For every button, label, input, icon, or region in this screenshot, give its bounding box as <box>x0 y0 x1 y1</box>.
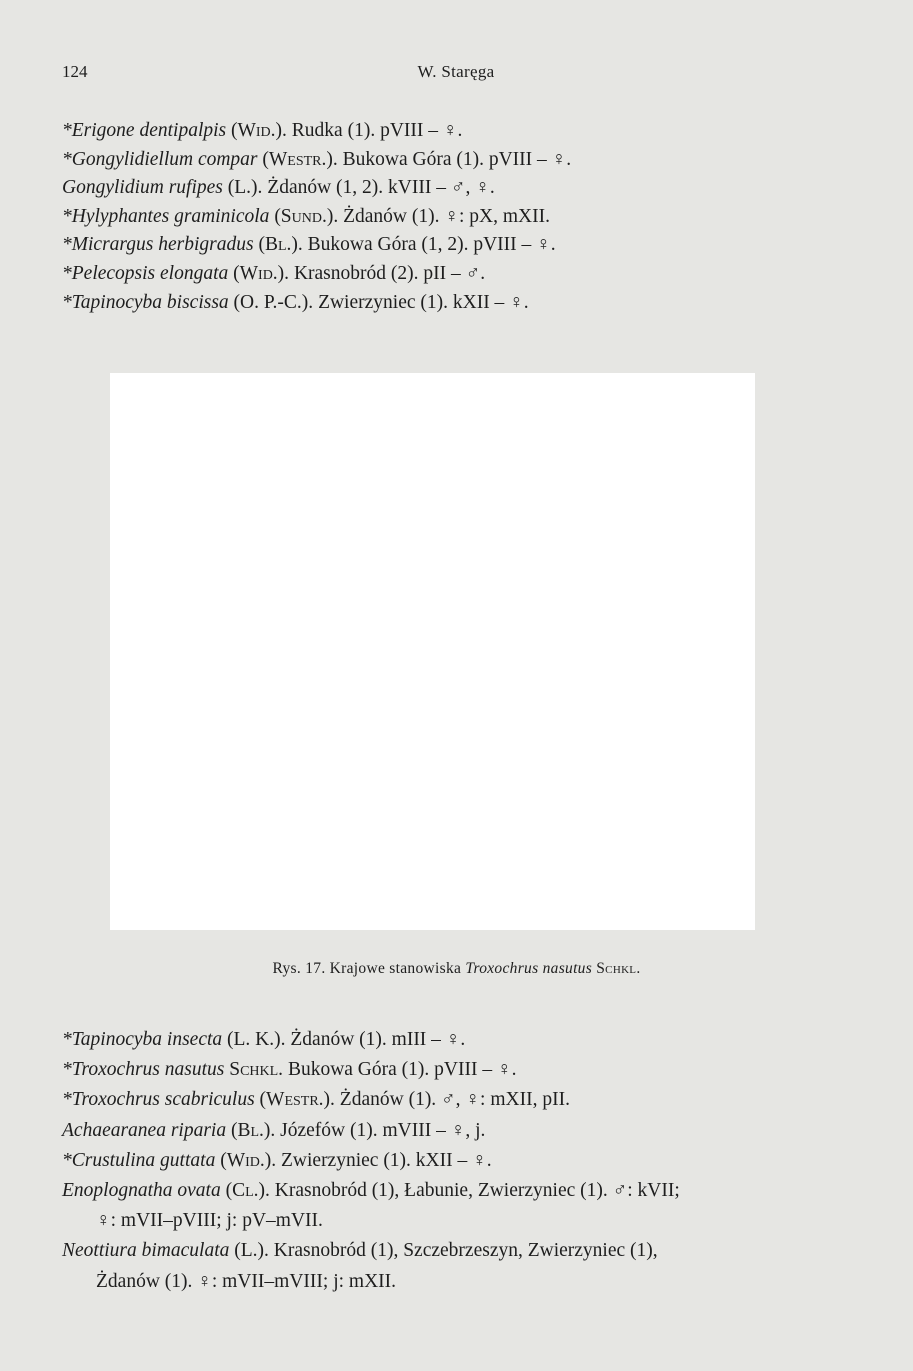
species-author: (Westr.). <box>262 148 338 170</box>
species-name: *Troxochrus nasutus <box>62 1059 225 1081</box>
species-entry <box>62 1085 862 1115</box>
species-author: (L. K.). <box>227 1029 286 1050</box>
species-author: Schkl. <box>229 1059 284 1081</box>
figure-map-area <box>110 373 755 930</box>
species-name: *Tapinocyba biscissa <box>62 291 229 313</box>
caption-author: Schkl. <box>596 960 641 977</box>
species-record: Zwierzyniec (1). kXII – ♀. <box>313 291 529 313</box>
species-entry <box>62 1176 862 1236</box>
species-list-top <box>62 117 862 317</box>
species-record: Zwierzyniec (1). kXII – ♀. <box>276 1149 492 1171</box>
species-record: Żdanów (1). ♂, ♀: mXII, pII. <box>334 1089 570 1111</box>
species-record: Żdanów (1). mIII – ♀. <box>285 1029 466 1050</box>
species-name: *Hylyphantes graminicola <box>62 205 270 227</box>
species-entry <box>62 1116 862 1146</box>
species-entry <box>62 174 862 203</box>
species-record: Rudka (1). pVIII – ♀. <box>286 120 463 141</box>
species-name: Enoplognatha ovata <box>62 1180 221 1202</box>
figure-caption <box>0 960 913 978</box>
species-record-continuation: ♀: mVII–pVIII; j: pV–mVII. <box>96 1210 323 1232</box>
species-author: (Bl.). <box>258 234 303 256</box>
species-entry <box>62 1146 862 1176</box>
species-name: *Micrargus herbigradus <box>62 234 254 256</box>
species-entry <box>62 289 862 318</box>
species-entry <box>62 117 862 146</box>
caption-prefix: Rys. 17. Krajowe stanowiska <box>272 960 466 977</box>
species-entry <box>62 1025 862 1055</box>
species-record: Krasnobród (1), Łabunie, Zwierzyniec (1). ♂: kVII; <box>269 1180 680 1202</box>
species-record: Józefów (1). mVIII – ♀, j. <box>275 1119 486 1141</box>
species-name: *Gongylidiellum compar <box>62 148 258 170</box>
species-author: (O. P.-C.). <box>233 291 314 313</box>
species-name: *Troxochrus scabriculus <box>62 1089 255 1111</box>
species-entry <box>62 231 862 260</box>
page-number: 124 <box>62 62 88 81</box>
species-name: Achaearanea riparia <box>62 1119 227 1141</box>
species-entry <box>62 203 862 232</box>
species-record: Bukowa Góra (1, 2). pVIII – ♀. <box>302 234 556 256</box>
species-record: Krasnobród (1), Szczebrzeszyn, Zwierzyniec (1), <box>268 1240 658 1262</box>
species-author: (Wid.). <box>220 1149 277 1171</box>
species-record: Krasnobród (2). pII – ♂. <box>289 262 486 284</box>
species-author: (Sund.). <box>274 205 339 227</box>
caption-species: Troxochrus nasutus <box>465 960 593 977</box>
species-author: (L.). <box>227 177 263 199</box>
species-author: (Wid.). <box>233 262 290 284</box>
species-record: Żdanów (1). ♀: pX, mXII. <box>338 205 550 227</box>
species-author: (L.). <box>234 1240 269 1262</box>
species-name: *Pelecopsis elongata <box>62 262 229 284</box>
species-author: (Wid.). <box>231 120 287 141</box>
species-list-bottom <box>62 1025 862 1297</box>
species-entry <box>62 1236 862 1296</box>
species-entry <box>62 1055 862 1085</box>
species-name: Neottiura bimaculata <box>62 1240 230 1262</box>
species-record-continuation: Żdanów (1). ♀: mVII–mVIII; j: mXII. <box>96 1270 397 1292</box>
species-name: *Crustulina guttata <box>62 1149 216 1171</box>
species-entry <box>62 146 862 175</box>
species-record: Bukowa Góra (1). pVIII – ♀. <box>337 148 572 170</box>
species-record: Żdanów (1, 2). kVIII – ♂, ♀. <box>262 177 495 199</box>
species-author: (Cl.). <box>225 1180 270 1202</box>
species-entry <box>62 260 862 289</box>
species-name: *Tapinocyba insecta <box>62 1029 223 1050</box>
species-author: (Westr.). <box>259 1089 335 1111</box>
species-record: Bukowa Góra (1). pVIII – ♀. <box>283 1059 517 1081</box>
running-head: W. Staręga <box>417 62 495 81</box>
page-header <box>62 62 850 88</box>
species-name: *Erigone dentipalpis <box>62 120 227 141</box>
species-name: Gongylidium rufipes <box>62 177 223 199</box>
species-author: (Bl.). <box>230 1119 276 1141</box>
